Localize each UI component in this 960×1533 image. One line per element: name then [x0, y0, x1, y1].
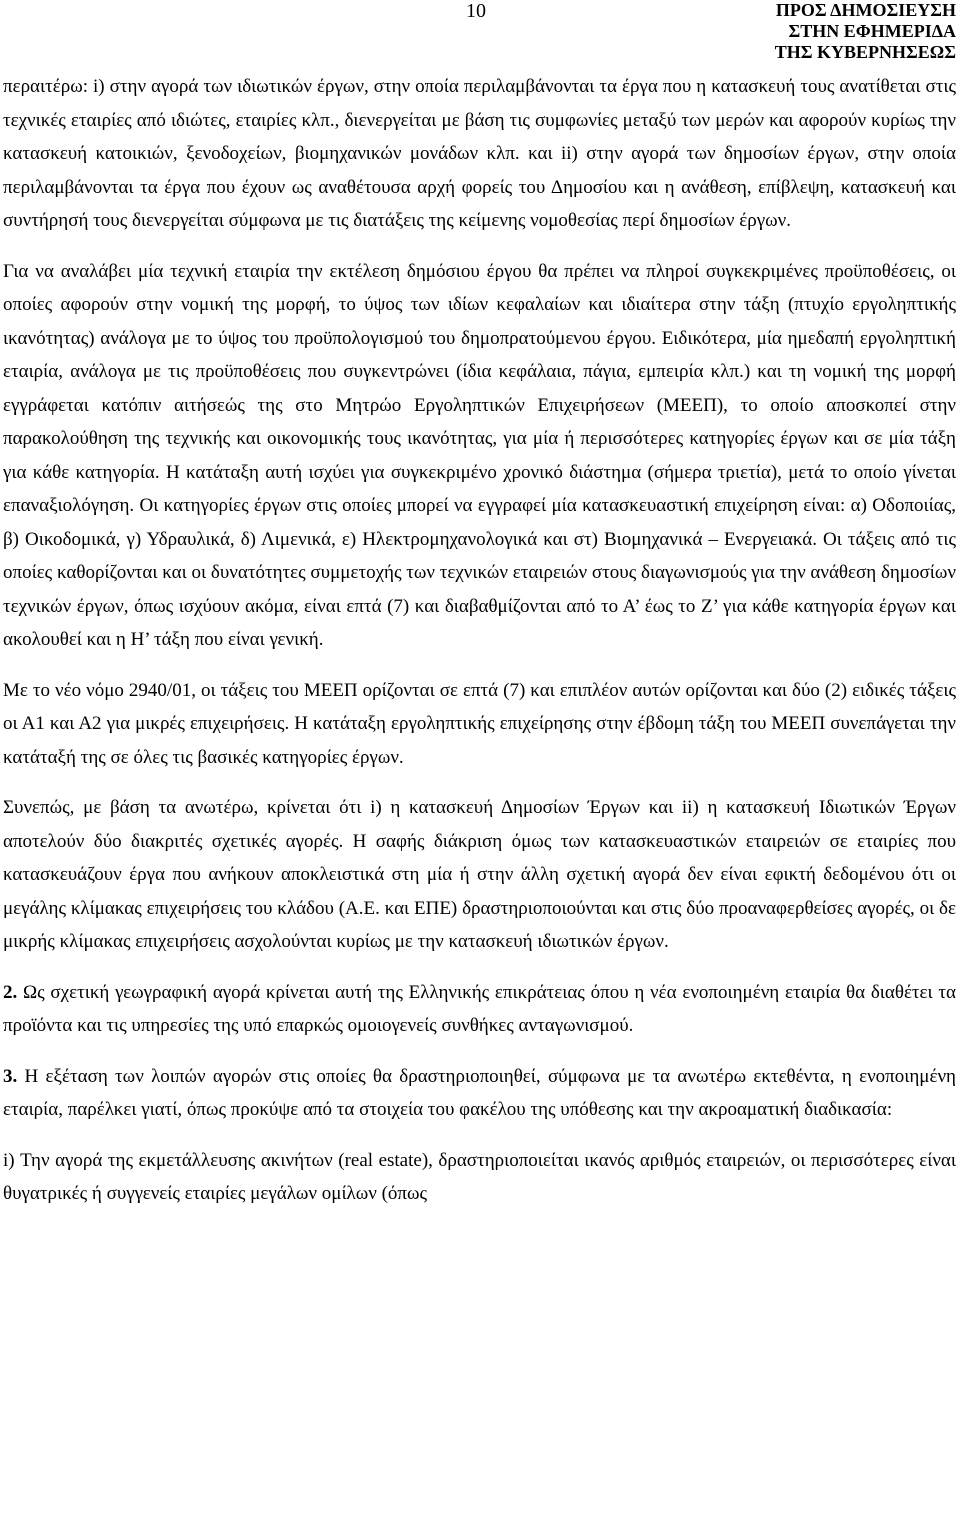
header-line-1: ΠΡΟΣ ΔΗΜΟΣΙΕΥΣΗ: [775, 0, 956, 20]
publication-header: [775, 0, 956, 63]
paragraph-real-estate: i) Την αγορά της εκμετάλλευσης ακινήτων (real estate), δραστηριοποιείται ικανός αριθμός εταιρειών, οι περισσότερες είναι θυγατρικές ή συγγενείς εταιρίες μεγάλων ομίλων (όπως: [3, 1149, 956, 1204]
paragraph-text: Η εξέταση των λοιπών αγορών στις οποίες θα δραστηριοποιηθεί, σύμφωνα με τα ανωτέρω εκτεθέντα, η ενοποιημένη εταιρία, παρέλκει γιατί, όπως προκύψε από τα στοιχεία του φακέλου της υπόθεσης και την ακροαματική διαδικασία:: [3, 1065, 956, 1120]
paragraph-new-law: Με το νέο νόμο 2940/01, οι τάξεις του ΜΕΕΠ ορίζονται σε επτά (7) και επιπλέον αυτών ορίζονται και δύο (2) ειδικές τάξεις οι Α1 και Α2 για μικρές επιχειρήσεις. Η κατάταξη εργοληπτικής επιχείρησης στην έβδομη τάξη του ΜΕΕΠ συνεπάγεται την κατάταξή της σε όλες τις βασικές κατηγορίες έργων.: [3, 679, 956, 768]
header-line-3: ΤΗΣ ΚΥΒΕΡΝΗΣΕΩΣ: [774, 42, 956, 62]
document-body: [3, 70, 956, 1228]
paragraph-number: 2.: [3, 981, 18, 1003]
paragraph-meep-registration: Για να αναλάβει μία τεχνική εταιρία την εκτέλεση δημόσιου έργου θα πρέπει να πληροί συγκεκριμένες προϋποθέσεις, οι οποίες αφορούν στην νομική της μορφή, το ύψος των ιδίων κεφαλαίων και ιδιαίτερα στην τάξη (πτυχίο εργοληπτικής ικανότητας) ανάλογα με το ύψος του προϋπολογισμού του δημοπρατούμενου έργου. Ειδικότερα, μία ημεδαπή εργοληπτική εταιρία, ανάλογα με τις προϋποθέσεις που συγκεντρώνει (ίδια κεφάλαια, πάγια, εμπειρία κλπ.) και τη νομική της μορφή εγγράφεται κατόπιν αιτήσεώς της στο Μητρώο Εργοληπτικών Επιχειρήσεων (ΜΕΕΠ), το οποίο αποσκοπεί στην παρακολούθηση της τεχνικής και οικονομικής τους ικανότητας, για μία ή περισσότερες κατηγορίες έργων και σε μία τάξη για κάθε κατηγορία. Η κατάταξη αυτή ισχύει για συγκεκριμένο χρονικό διάστημα (σήμερα τριετία), μετά το οποίο γίνεται επαναξιολόγηση. Οι κατηγορίες έργων στις οποίες μπορεί να εγγραφεί μία κατασκευαστική επιχείρηση είναι: α) Οδοποιίας, β) Οικοδομικά, γ) Υδραυλικά, δ) Λιμενικά, ε) Ηλεκτρομηχανολογικά και στ) Βιομηχανικά – Ενεργειακά. Οι τάξεις από τις οποίες καθορίζονται και οι δυνατότητες συμμετοχής των τεχνικών εταιρειών στους διαγωνισμούς για την ανάθεση δημοσίων τεχνικών έργων, όπως ισχύουν ακόμα, είναι επτά (7) και διαβαθμίζονται από το Α’ έως το Ζ’ για κάθε κατηγορία έργων και ακολουθεί και η Η’ τάξη που είναι γενική.: [3, 260, 956, 650]
page-number: 10: [466, 0, 486, 22]
numbered-paragraph-3: [3, 1060, 956, 1127]
header-line-2: ΣΤΗΝ ΕΦΗΜΕΡΙΔΑ: [788, 21, 956, 41]
paragraph-private-public-works: περαιτέρω: i) στην αγορά των ιδιωτικών έργων, στην οποία περιλαμβάνονται τα έργα που η κατασκευή τους ανατίθεται στις τεχνικές εταιρίες από ιδιώτες, εταιρίες κλπ., διενεργείται με βάση τις συμφωνίες μεταξύ των μερών και αφορούν κυρίως την κατασκευή κατοικιών, ξενοδοχείων, βιομηχανικών μονάδων κλπ. και ii) στην αγορά των δημοσίων έργων, στην οποία περιλαμβάνονται τα έργα που έχουν ως αναθέτουσα αρχή φορείς του Δημοσίου και η ανάθεση, επίβλεψη, κατασκευή και συντήρησή τους διενεργείται σύμφωνα με τις διατάξεις της κείμενης νομοθεσίας περί δημοσίων έργων.: [3, 76, 956, 231]
paragraph-conclusion: Συνεπώς, με βάση τα ανωτέρω, κρίνεται ότι i) η κατασκευή Δημοσίων Έργων και ii) η κατασκευή Ιδιωτικών Έργων αποτελούν δύο διακριτές σχετικές αγορές. Η σαφής διάκριση όμως των κατασκευαστικών εταιρειών σε εταιρίες που κατασκευάζουν έργα που ανήκουν αποκλειστικά στη μία ή στην άλλη σχετική αγορά δεν είναι εφικτή δεδομένου ότι οι μεγάλης κλίμακας επιχειρήσεις του κλάδου (Α.Ε. και ΕΠΕ) δραστηριοποιούνται και στις δύο προαναφερθείσες αγορές, οι δε μικρής κλίμακας επιχειρήσεις ασχολούνται κυρίως με την κατασκευή ιδιωτικών έργων.: [3, 797, 956, 952]
numbered-paragraph-2: [3, 976, 956, 1043]
paragraph-text: Ως σχετική γεωγραφική αγορά κρίνεται αυτή της Ελληνικής επικράτειας όπου η νέα ενοποιημένη εταιρία θα διαθέτει τα προϊόντα και τις υπηρεσίες της υπό επαρκώς ομοιογενείς συνθήκες ανταγωνισμού.: [3, 981, 956, 1036]
paragraph-number: 3.: [3, 1065, 18, 1087]
